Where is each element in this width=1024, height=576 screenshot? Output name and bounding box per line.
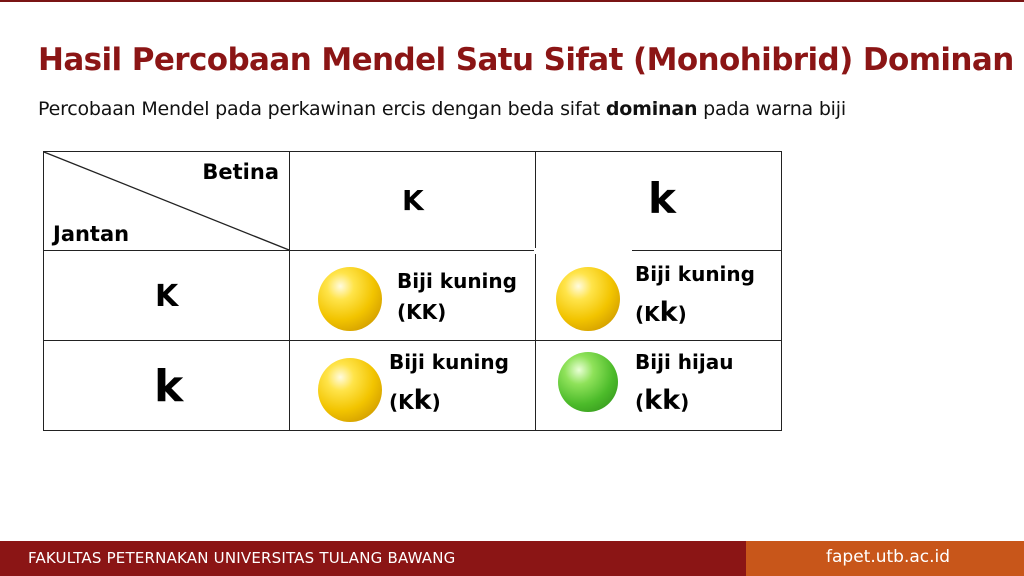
offspring-cell <box>536 341 782 431</box>
offspring-label: Biji kuning <box>635 262 755 286</box>
subtitle-bold: dominan <box>605 98 698 120</box>
offspring-label: Biji hijau <box>635 350 734 374</box>
allele: k <box>662 385 681 416</box>
female-header: Betina <box>202 160 279 184</box>
offspring-genotype: (KK) <box>397 300 447 324</box>
subtitle-text: Percobaan Mendel pada perkawinan ercis dengan beda sifat <box>38 98 606 120</box>
offspring-genotype <box>389 385 441 418</box>
male-allele-cell <box>44 251 290 341</box>
footer-bar <box>0 541 746 576</box>
allele: k <box>659 297 678 328</box>
female-allele-cell <box>290 152 536 251</box>
offspring-label: Biji kuning <box>389 350 509 374</box>
offspring-cell <box>536 251 782 341</box>
footer-institution: FAKULTAS PETERNAKAN UNIVERSITAS TULANG BAWANG <box>28 549 456 567</box>
allele: k <box>413 385 432 416</box>
top-rule <box>0 0 1024 2</box>
punnett-square <box>43 151 782 431</box>
slide-title: Hasil Percobaan Mendel Satu Sifat (Monohibrid) Dominan <box>38 42 1014 78</box>
allele: K <box>398 390 414 414</box>
offspring-cell <box>290 341 536 431</box>
offspring-genotype <box>635 385 689 418</box>
female-allele-K: K <box>402 184 424 217</box>
yellow-seed-icon <box>318 358 382 422</box>
yellow-seed-icon <box>318 267 382 331</box>
yellow-seed-icon <box>556 267 620 331</box>
footer-website-link[interactable]: fapet.utb.ac.id <box>826 547 951 567</box>
offspring-label: Biji kuning <box>397 269 517 293</box>
paren: ) <box>431 390 441 414</box>
paren: ) <box>677 302 687 326</box>
paren: ( <box>635 390 645 414</box>
offspring-cell <box>290 251 536 341</box>
footer-url-bar <box>746 541 1024 576</box>
allele: k <box>644 385 663 416</box>
paren: ( <box>635 302 645 326</box>
green-seed-icon <box>558 352 618 412</box>
offspring-genotype <box>635 297 687 330</box>
slide-subtitle <box>38 98 846 120</box>
female-allele-k: k <box>648 174 676 223</box>
paren: ( <box>389 390 399 414</box>
male-allele-K: K <box>155 279 179 314</box>
corner-cell <box>44 152 290 251</box>
allele: K <box>644 302 660 326</box>
male-allele-k: k <box>154 361 184 412</box>
male-header: Jantan <box>53 222 130 246</box>
female-allele-cell <box>536 152 782 251</box>
subtitle-text-end: pada warna biji <box>697 98 846 120</box>
paren: ) <box>680 390 690 414</box>
male-allele-cell <box>44 341 290 431</box>
